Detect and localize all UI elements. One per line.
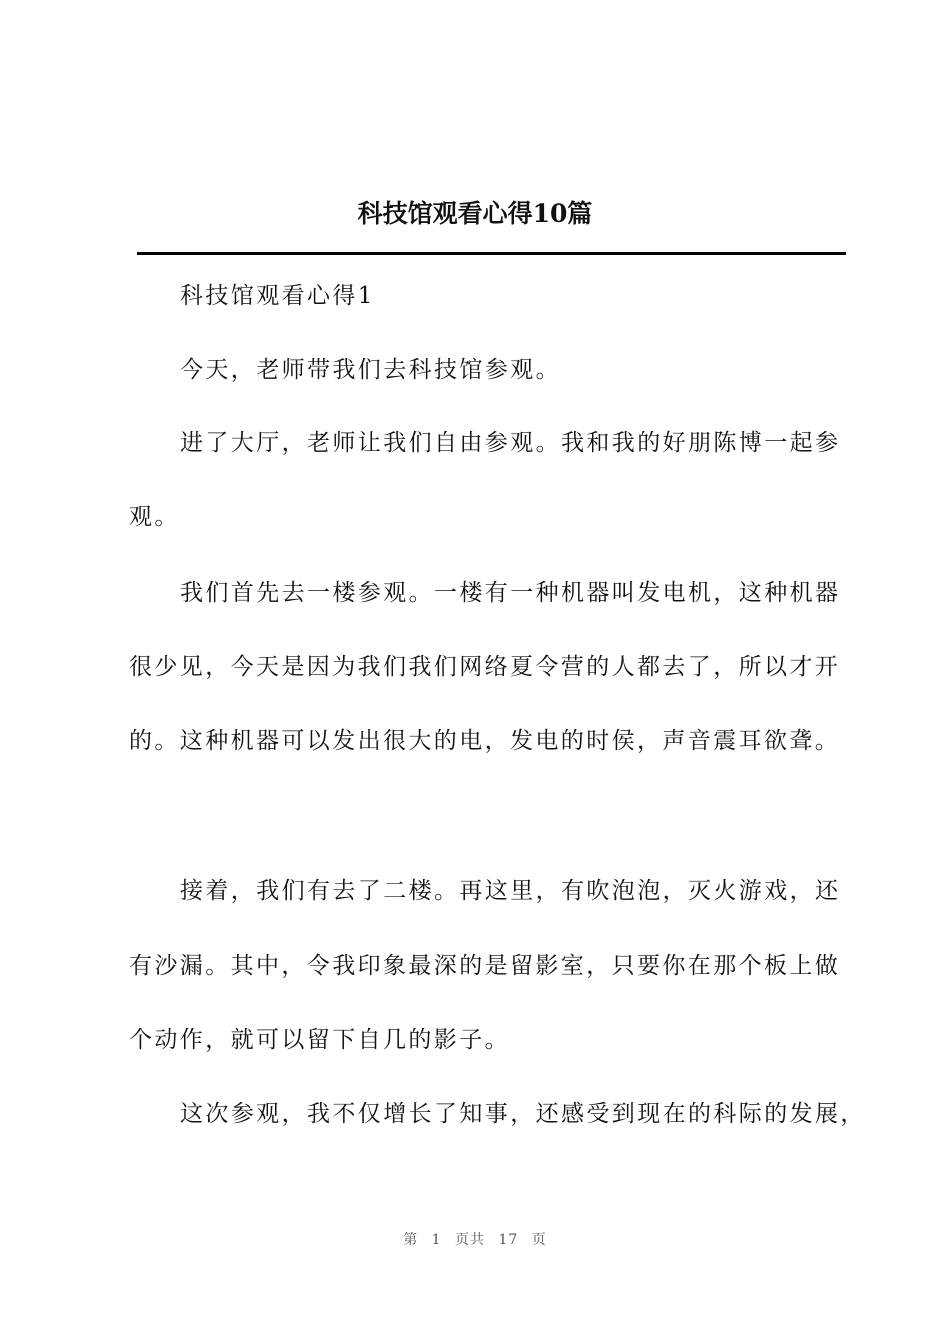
paragraph-line: 这次参观，我不仅增长了知事，还感受到现在的科际的发展， <box>180 1101 866 1127</box>
paragraph-line: 的。这种机器可以发出很大的电，发电的时侯，声音震耳欲聋。 <box>129 728 841 754</box>
paragraph-line: 很少见，今天是因为我们我们网络夏令营的人都去了，所以才开 <box>129 654 841 680</box>
page-footer: 第 1 页共 17 页 <box>403 1232 547 1248</box>
paragraph-line: 进了大厅，老师让我们自由参观。我和我的好朋陈博一起参 <box>180 430 841 456</box>
title-divider <box>137 252 846 255</box>
paragraph-line: 观。 <box>129 504 180 530</box>
paragraph-line: 我们首先去一楼参观。一楼有一种机器叫发电机，这种机器 <box>180 580 841 606</box>
paragraph-line: 有沙漏。其中，令我印象最深的是留影室，只要你在那个板上做 <box>129 953 841 979</box>
page-title: 科技馆观看心得10篇 <box>357 199 593 228</box>
paragraph-line: 接着，我们有去了二楼。再这里，有吹泡泡，灭火游戏，还 <box>180 878 841 904</box>
paragraph-line: 个动作，就可以留下自几的影子。 <box>129 1027 510 1053</box>
paragraph-line: 今天，老师带我们去科技馆参观。 <box>180 357 561 383</box>
section-heading: 科技馆观看心得1 <box>180 283 375 309</box>
